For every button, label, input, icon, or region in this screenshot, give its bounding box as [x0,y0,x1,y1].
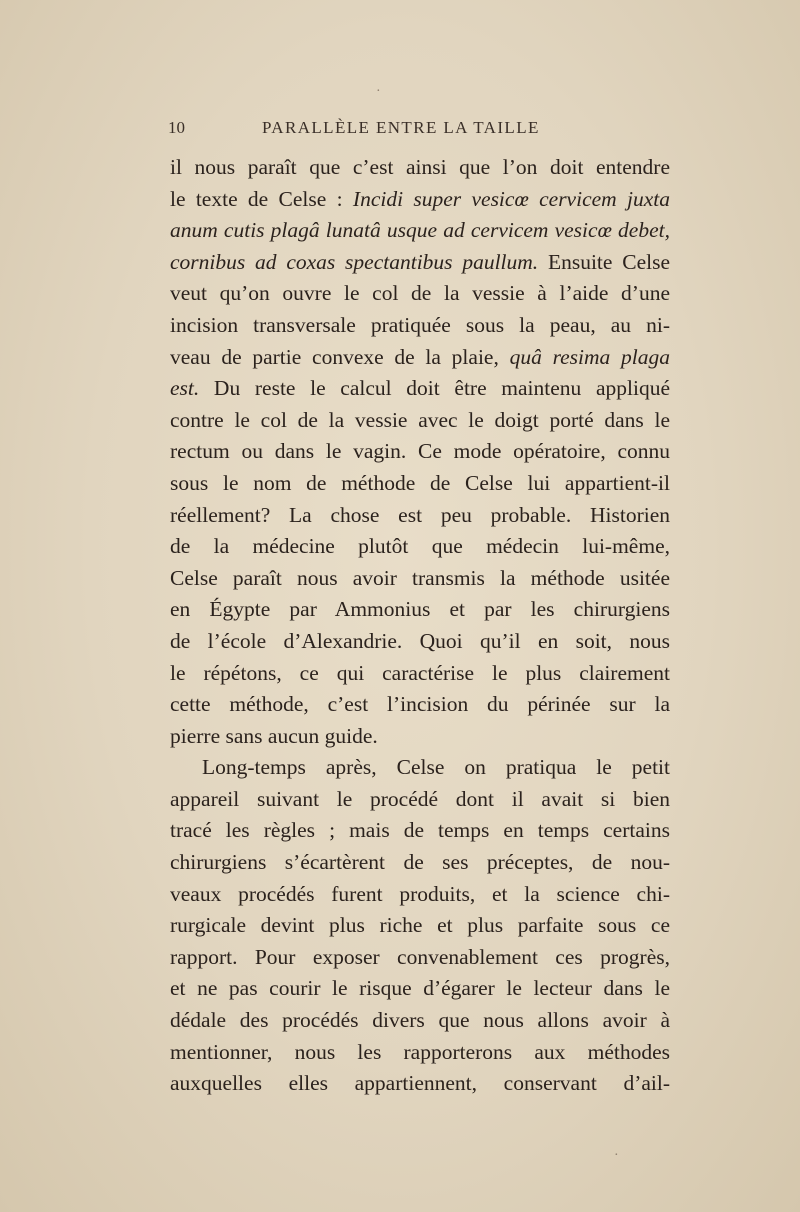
text-line [170,594,670,626]
text-line [170,847,670,879]
text-segment: Ensuite Celse [538,249,670,274]
italic-text: cornibus ad coxas spectantibus paullum. [170,249,539,274]
text-line [170,752,670,784]
text-line [170,531,670,563]
text-line [170,310,670,342]
text-line [170,910,670,942]
text-segment: le texte de Celse : [170,186,353,211]
text-line [170,500,670,532]
text-line [170,1005,670,1037]
text-segment: de la médecine plutôt que médecin lui-même, [170,534,670,559]
text-line [170,184,670,216]
text-segment: rapport. Pour exposer convenablement ces progrès, [170,944,670,969]
text-line [170,815,670,847]
text-line [170,879,670,911]
italic-text: quâ resima plaga [509,344,670,369]
text-segment: tracé les règles ; mais de temps en temps certains [170,818,670,843]
text-segment: mentionner, nous les rapporterons aux méthodes [170,1039,670,1064]
paper-blemish: · [614,1148,619,1163]
text-segment: sous le nom de méthode de Celse lui appartient-il [170,470,670,495]
text-line [170,405,670,437]
text-line [170,563,670,595]
text-segment: contre le col de la vessie avec le doigt porté dans le [170,407,670,432]
text-segment: de l’école d’Alexandrie. Quoi qu’il en soit, nous [170,628,670,653]
text-segment: veaux procédés furent produits, et la science chi- [170,881,670,906]
text-segment: auxquelles elles appartiennent, conservant d’ail- [170,1071,670,1096]
text-line [170,784,670,816]
text-line [170,436,670,468]
text-line [170,626,670,658]
text-line [170,658,670,690]
text-segment: dédale des procédés divers que nous allons avoir à [170,1008,670,1033]
text-segment: rurgicale devint plus riche et plus parfaite sous ce [170,913,670,938]
page-number: 10 [168,118,185,137]
text-segment: et ne pas courir le risque d’égarer le lecteur dans le [170,976,670,1001]
text-segment: rectum ou dans le vagin. Ce mode opératoire, connu [170,439,670,464]
italic-text: Incidi super vesicœ cervicem juxta [352,186,670,211]
text-segment: Celse paraît nous avoir transmis la méthode usitée [170,565,670,590]
text-segment: Du reste le calcul doit être maintenu appliqué [199,376,670,401]
body-text [170,152,670,1100]
text-segment: réellement? La chose est peu probable. Historien [170,502,670,527]
italic-text: anum cutis plagâ lunatâ usque ad cervicem vesicœ debet, [170,218,670,243]
text-segment: pierre sans aucun guide. [170,723,378,748]
text-segment: le répétons, ce qui caractérise le plus clairement [170,660,670,685]
italic-text: est. [170,376,200,401]
text-segment: Long-temps après, Celse on pratiqua le petit [202,755,670,780]
text-segment: appareil suivant le procédé dont il avait si bien [170,786,670,811]
text-line [170,721,670,753]
text-segment: cette méthode, c’est l’incision du périnée sur la [170,692,670,717]
text-line [170,215,670,247]
text-line [170,1068,670,1100]
text-line [170,342,670,374]
text-line [170,942,670,974]
text-line [170,973,670,1005]
text-line [170,468,670,500]
text-segment: il nous paraît que c’est ainsi que l’on doit entendre [170,155,670,179]
text-segment: en Égypte par Ammonius et par les chirurgiens [170,597,670,622]
text-line [170,373,670,405]
text-segment: chirurgiens s’écartèrent de ses préceptes, de nou- [170,850,670,875]
text-line [170,247,670,279]
text-line [170,278,670,310]
text-line [170,689,670,721]
text-line [170,152,670,184]
text-segment: veut qu’on ouvre le col de la vessie à l’aide d’une [170,281,670,306]
text-segment: veau de partie convexe de la plaie, [170,344,510,369]
page-header [168,118,668,144]
text-segment: incision transversale pratiquée sous la peau, au ni- [170,312,670,337]
text-line [170,1037,670,1069]
paper-blemish: · [376,84,381,99]
running-title: PARALLÈLE ENTRE LA TAILLE [262,118,540,137]
